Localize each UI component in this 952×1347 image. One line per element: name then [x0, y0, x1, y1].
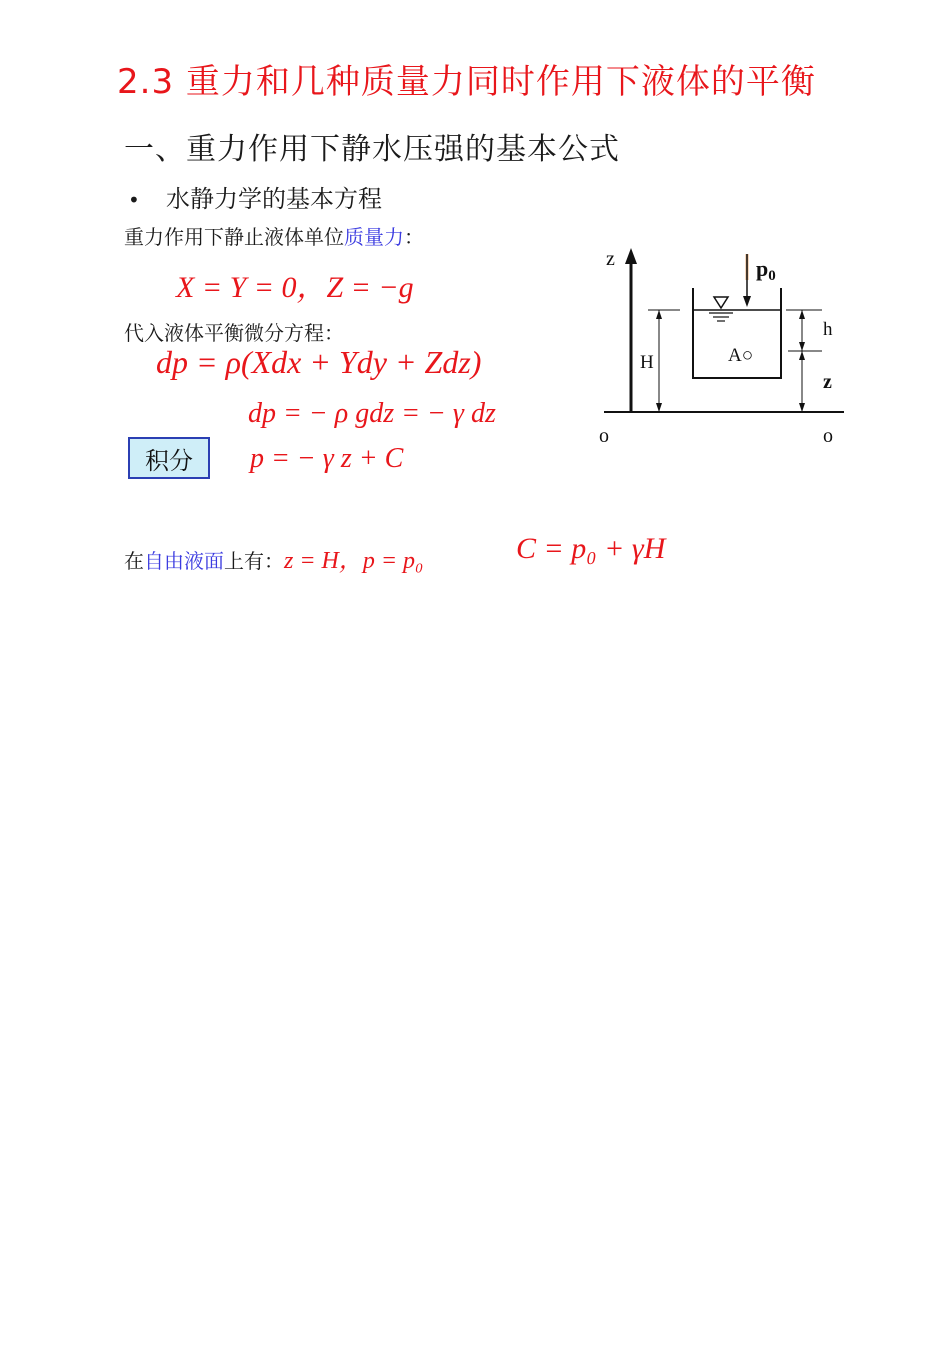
text-line-mass-force: [124, 221, 424, 250]
z-axis-label: z: [606, 248, 615, 270]
text-line-free-surface: [124, 540, 423, 575]
integral-label-box: 积分: [128, 437, 210, 479]
bullet-text: 水静力学的基本方程: [166, 185, 382, 213]
section-heading: 一、重力作用下静水压强的基本公式: [124, 132, 620, 167]
h-label: h: [823, 319, 833, 340]
text-suffix: ：: [404, 225, 424, 249]
origin-left-label: o: [599, 425, 609, 447]
hydrostatic-diagram: [590, 240, 850, 455]
text-prefix: 重力作用下静止液体单位: [124, 225, 344, 249]
equation-mass-force: X = Y = 0，Z = −g: [176, 271, 414, 304]
equation-condition: z = H，p = p₀: [284, 548, 424, 574]
p0-arrow-icon: [743, 296, 751, 307]
z-label: z: [823, 371, 832, 393]
text-prefix: 在: [124, 549, 144, 573]
H-label: H: [640, 352, 654, 373]
z-axis-arrow-icon: [625, 248, 637, 264]
equation-dp: dp = − ρ gdz = − γ dz: [248, 398, 496, 429]
bullet-item: [128, 179, 382, 214]
free-surface-triangle-icon: [714, 297, 728, 308]
equation-pressure: p = − γ z + C: [250, 443, 404, 474]
text-highlight: 自由液面: [144, 549, 224, 573]
text-suffix: 上有：: [224, 549, 284, 573]
p0-label: p0: [756, 256, 776, 284]
bullet-dot-icon: •: [128, 188, 140, 212]
equation-differential: dp = ρ(Xdx + Ydy + Zdz): [156, 344, 482, 380]
text-line-substitute: 代入液体平衡微分方程：: [124, 321, 344, 345]
point-A-label: A○: [728, 345, 754, 366]
equation-constant: C = p₀ + γH: [516, 532, 666, 565]
origin-right-label: o: [823, 425, 833, 447]
page-title: 2.3 重力和几种质量力同时作用下液体的平衡: [117, 62, 816, 102]
text-highlight: 质量力: [344, 225, 404, 249]
